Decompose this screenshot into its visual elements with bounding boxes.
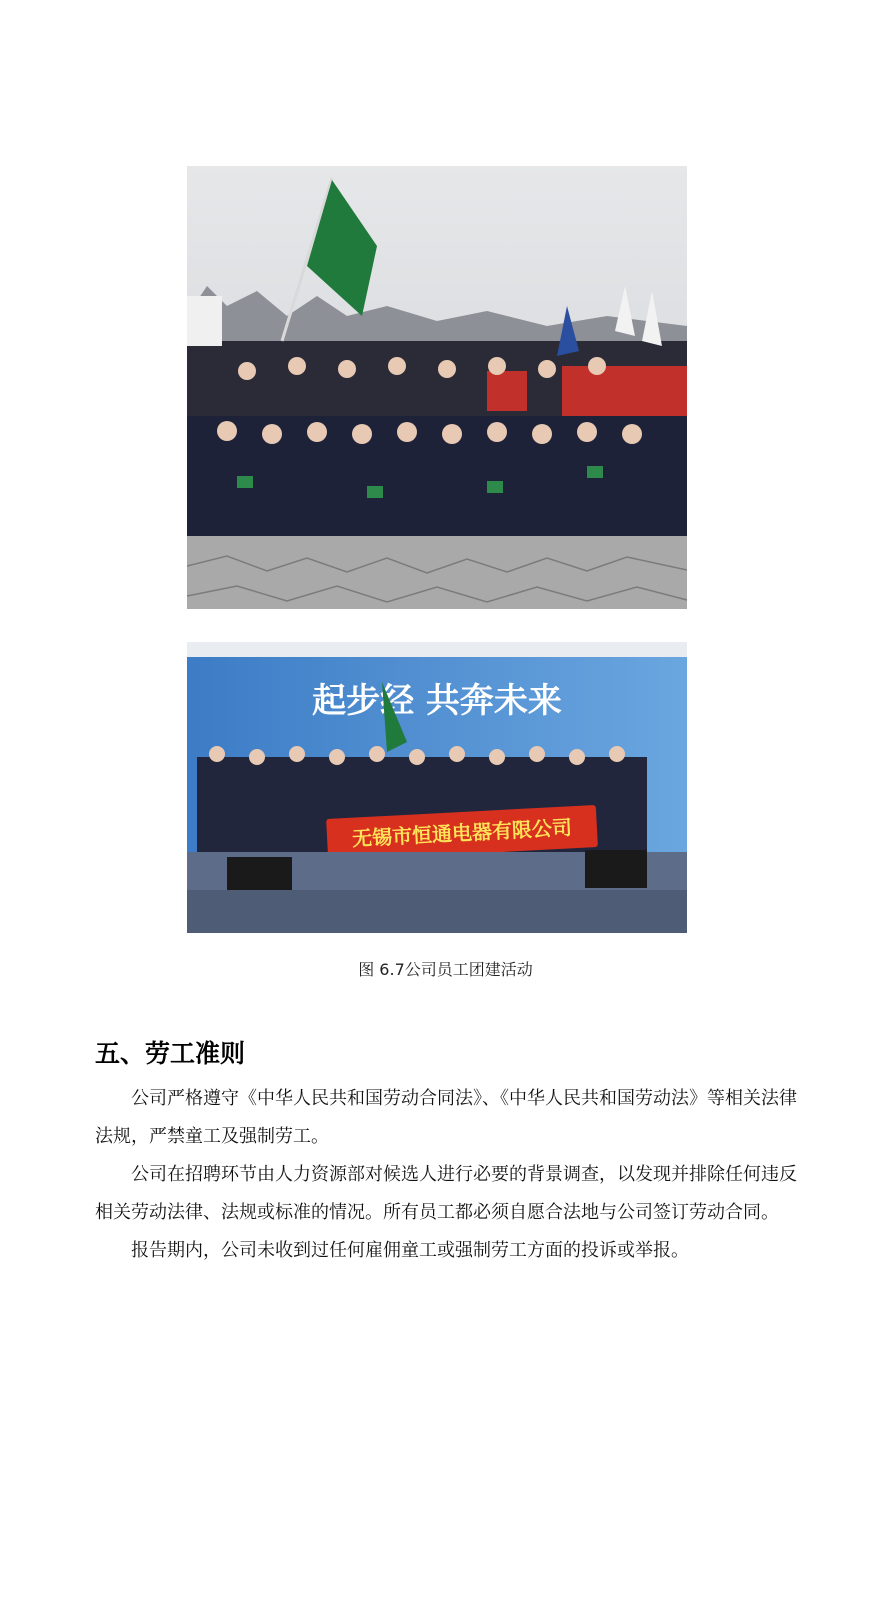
backdrop-slogan: 起步经 共奔未来 <box>312 681 562 721</box>
paragraph: 公司严格遵守《中华人民共和国劳动合同法》、《中华人民共和国劳动法》等相关法律法规，严禁童工及强制劳工。 <box>95 1088 797 1147</box>
group-photo-stage-icon <box>187 642 687 933</box>
group-photo-outdoor <box>187 166 687 609</box>
paragraph: 公司在招聘环节由人力资源部对候选人进行必要的背景调查，以发现并排除任何违反相关劳动法律、法规或标准的情况。所有员工都必须自愿合法地与公司签订劳动合同。 <box>95 1164 797 1223</box>
paragraph: 报告期内，公司未收到过任何雇佣童工或强制劳工方面的投诉或举报。 <box>131 1240 689 1261</box>
company-banner: 无锡市恒通电器有限公司 <box>351 815 573 851</box>
group-photo-outdoor-icon <box>187 166 687 609</box>
figure-caption: 图 6.7公司员工团建活动 <box>358 960 533 979</box>
group-photo-stage <box>187 642 687 933</box>
section-heading: 五、劳工准则 <box>95 1039 246 1068</box>
